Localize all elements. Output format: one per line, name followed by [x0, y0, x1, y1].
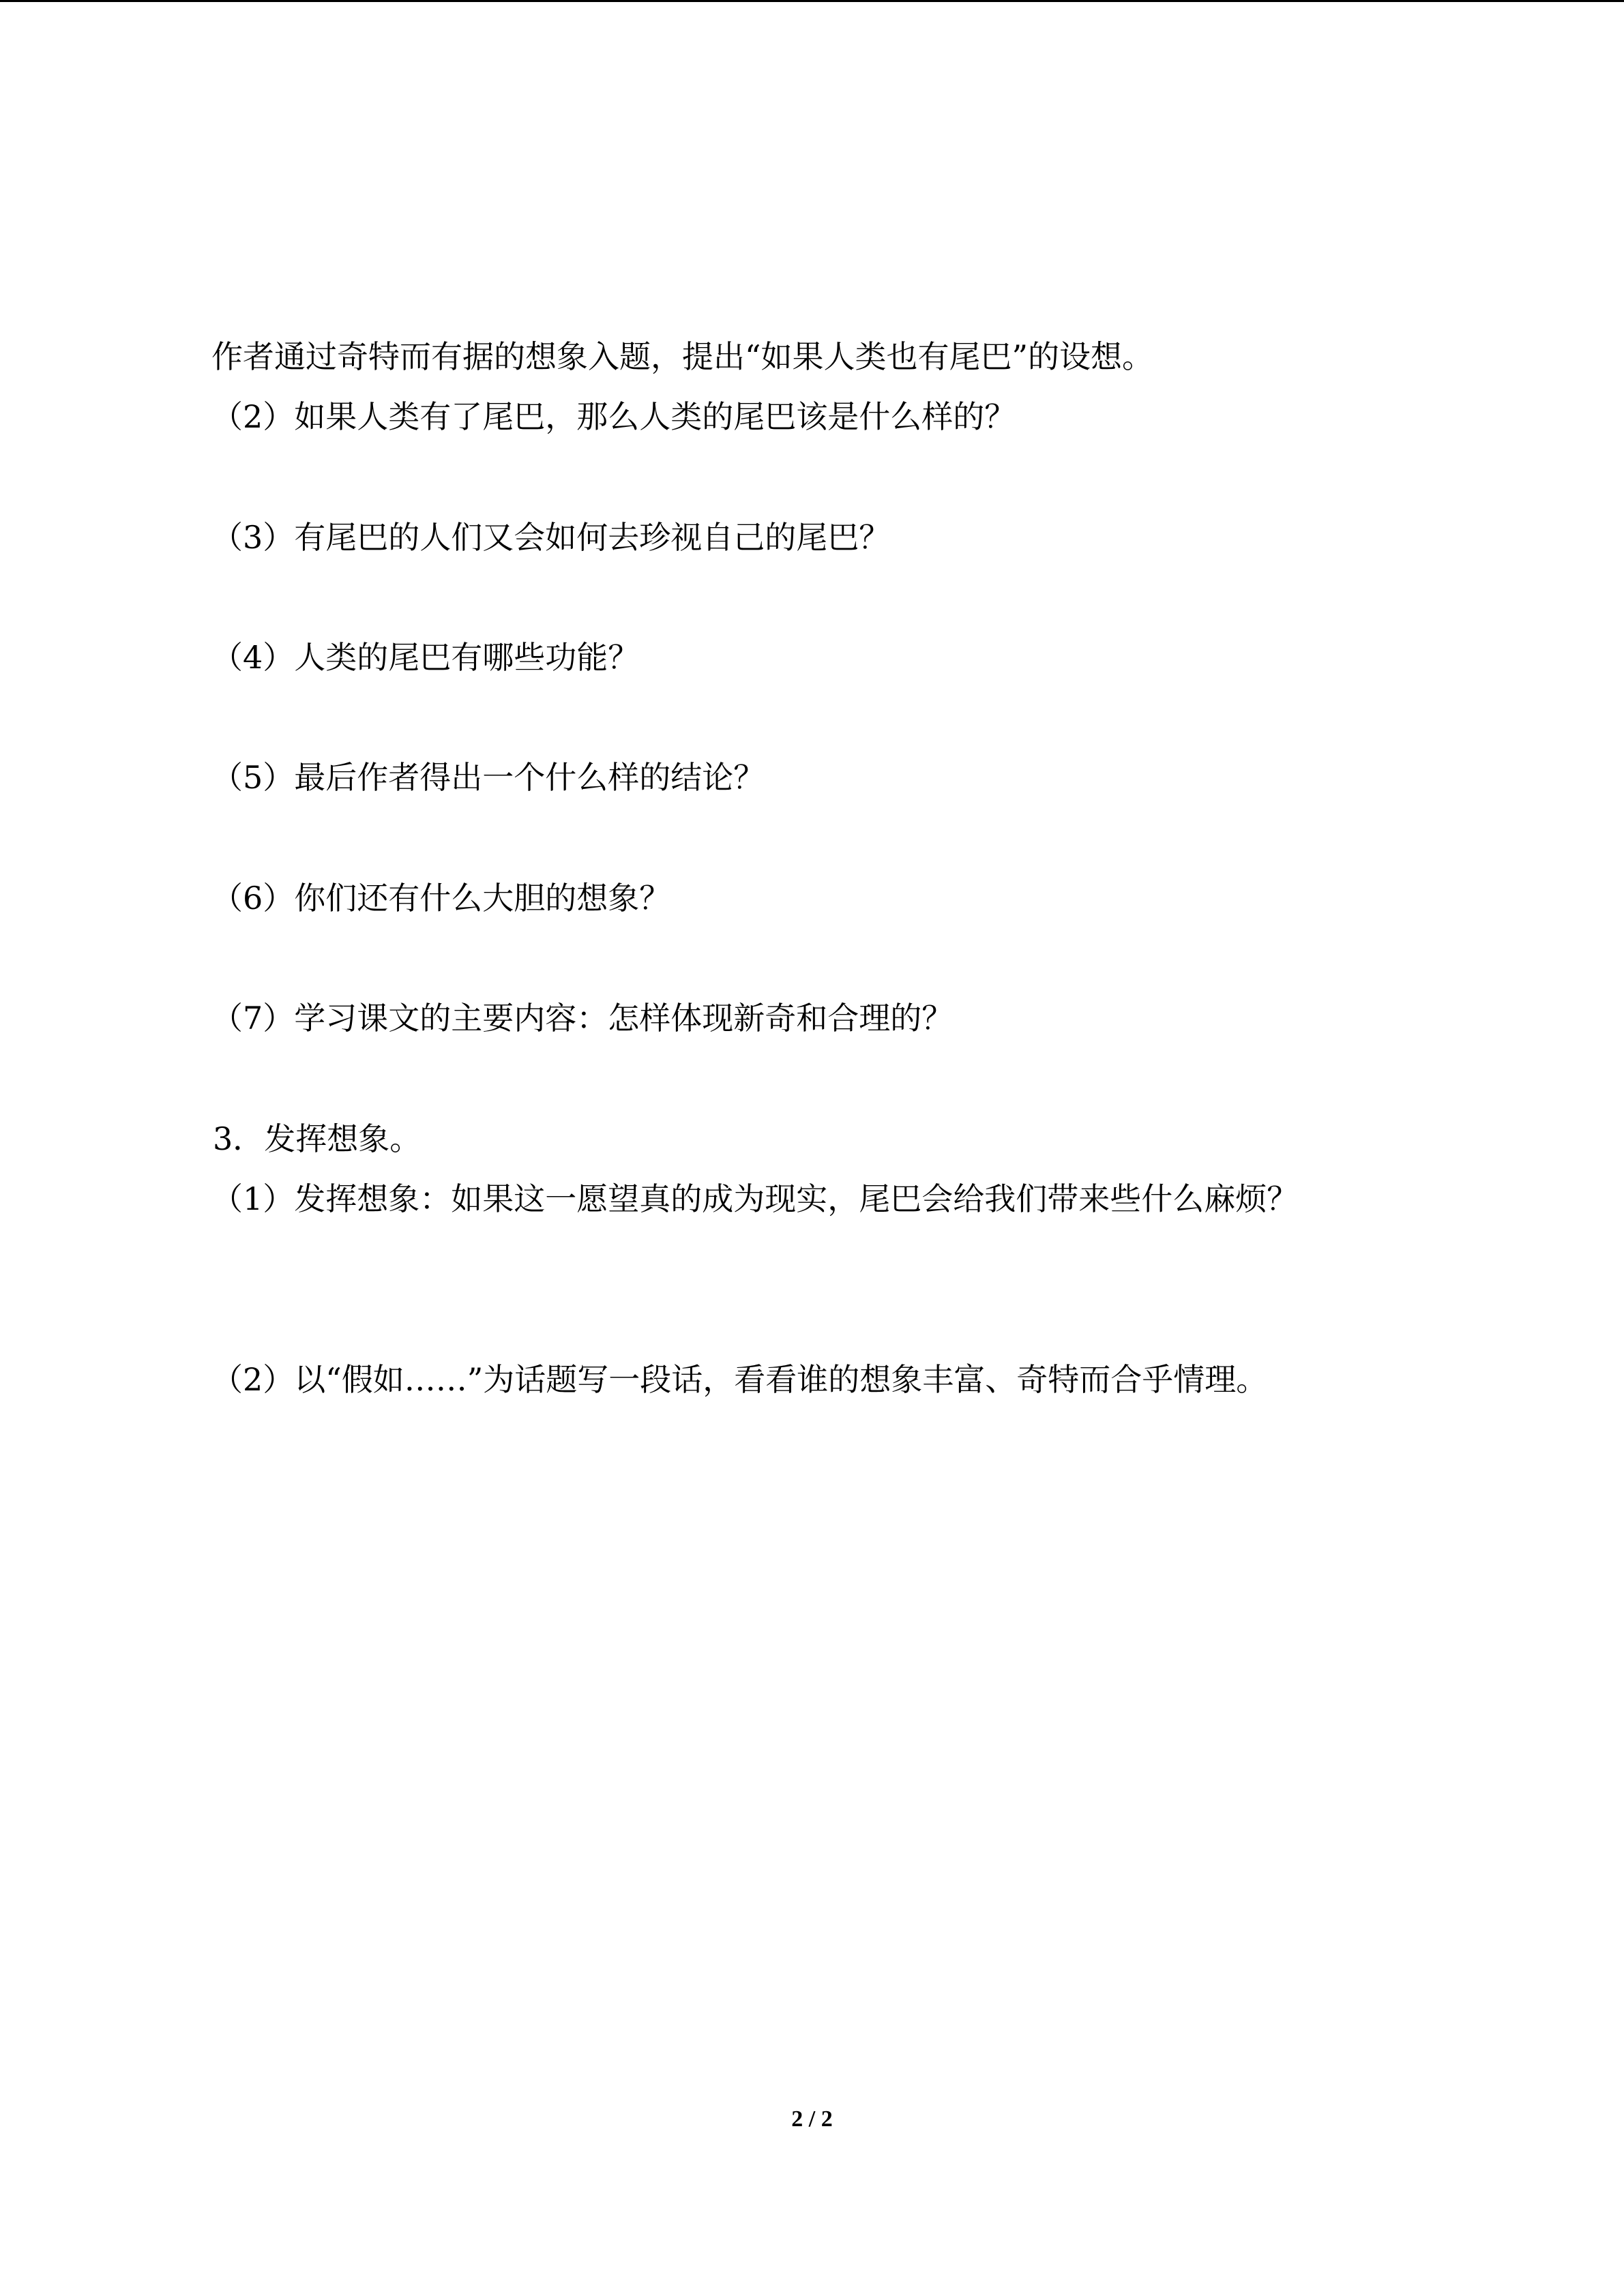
question-6: （6）你们还有什么大胆的想象？: [211, 880, 671, 916]
section-3-item-1: （1）发挥想象：如果这一愿望真的成为现实，尾巴会给我们带来些什么麻烦？: [211, 1180, 1299, 1217]
question-4: （4）人类的尾巴有哪些功能？: [211, 639, 640, 676]
question-3: （3）有尾巴的人们又会如何去珍视自己的尾巴？: [211, 519, 891, 556]
section-3-heading: 3．发挥想象。: [213, 1120, 422, 1157]
question-7: （7）学习课文的主要内容：怎样体现新奇和合理的？: [211, 1000, 954, 1037]
question-5: （5）最后作者得出一个什么样的结论？: [211, 759, 765, 796]
intro-paragraph: 作者通过奇特而有据的想象入题，提出“如果人类也有尾巴”的设想。: [211, 338, 1154, 375]
section-3-item-2: （2）以“假如……”为话题写一段话，看看谁的想象丰富、奇特而合乎情理。: [211, 1361, 1268, 1398]
page-number: 2 / 2: [791, 2106, 833, 2132]
question-2: （2）如果人类有了尾巴，那么人类的尾巴该是什么样的？: [211, 398, 1016, 435]
